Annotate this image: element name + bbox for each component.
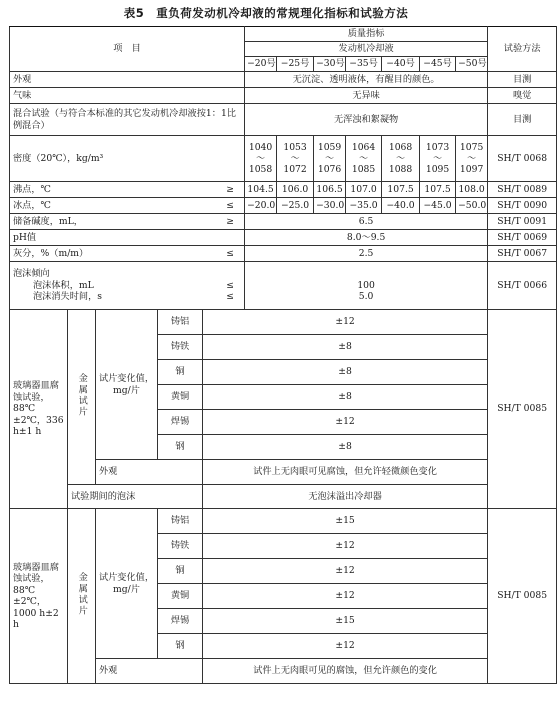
metal-label: 铸铝: [158, 310, 203, 335]
boiling-value: 104.5: [245, 182, 277, 198]
metal-label: 铸铝: [158, 509, 203, 534]
row-mix-name: 混合试验（与符合本标准的其它发动机冷却液按1：1比例混合）: [10, 104, 245, 136]
metal-label: 钢: [158, 435, 203, 460]
row-boiling-name: 沸点，℃ ≥: [10, 182, 245, 198]
boiling-value: 107.5: [382, 182, 420, 198]
density-cell: 1075 ～ 1097: [459, 141, 484, 176]
row-appearance-value: 无沉淀、透明液体，有醒目的颜色。: [245, 72, 488, 88]
row-boiling-method: SH/T 0089: [488, 182, 557, 198]
row-appearance-method: 目测: [488, 72, 557, 88]
row-ph-value: 8.0～9.5: [245, 230, 488, 246]
density-cell: 1068 ～ 1088: [388, 141, 413, 176]
corrosion-value: ±15: [203, 609, 488, 634]
corrosion2-appearance-label: 外观: [96, 659, 203, 684]
grade-25: −25号: [277, 57, 314, 72]
density-cell: 1040 ～ 1058: [248, 141, 273, 176]
metal-label: 铸铁: [158, 534, 203, 559]
row-foam-name: 泡沫倾向 泡沫体积，mL ≤ 泡沫消失时间，s ≤: [10, 262, 245, 310]
corrosion2-change: 试片变化值，mg/片: [96, 509, 158, 659]
row-appearance-name: 外观: [10, 72, 245, 88]
freezing-value: −50.0: [456, 198, 488, 214]
row-odor-name: 气味: [10, 88, 245, 104]
corrosion-value: ±8: [203, 335, 488, 360]
freezing-value: −30.0: [314, 198, 346, 214]
corrosion-value: ±8: [203, 360, 488, 385]
row-odor-value: 无异味: [245, 88, 488, 104]
row-freezing-method: SH/T 0090: [488, 198, 557, 214]
grade-45: −45号: [420, 57, 456, 72]
corrosion-value: ±15: [203, 509, 488, 534]
corrosion-value: ±8: [203, 435, 488, 460]
corrosion1-name: 玻璃器皿腐蚀试验，88℃±2℃，336 h±1 h: [10, 310, 68, 509]
row-ph-method: SH/T 0069: [488, 230, 557, 246]
corrosion1-change: 试片变化值，mg/片: [96, 310, 158, 460]
density-cell: 1073 ～ 1095: [425, 141, 450, 176]
row-ph-name: pH值: [10, 230, 245, 246]
corrosion-value: ±12: [203, 559, 488, 584]
lte-symbol: ≤: [226, 199, 234, 211]
corrosion1-method: SH/T 0085: [488, 310, 557, 509]
grade-50: −50号: [456, 57, 488, 72]
corrosion2-method: SH/T 0085: [488, 509, 557, 684]
metal-label: 铸铁: [158, 335, 203, 360]
corrosion1-appearance-value: 试件上无肉眼可见腐蚀，但允许轻微颜色变化: [203, 460, 488, 485]
metal-label: 铜: [158, 360, 203, 385]
metal-label: 钢: [158, 634, 203, 659]
lte-symbol: ≤: [226, 279, 234, 291]
density-cell: 1059 ～ 1076: [317, 141, 342, 176]
corrosion1-foam-value: 无泡沫溢出冷却器: [203, 485, 488, 509]
corrosion-value: ±12: [203, 634, 488, 659]
freezing-value: −20.0: [245, 198, 277, 214]
freezing-value: −40.0: [382, 198, 420, 214]
freezing-value: −35.0: [346, 198, 382, 214]
metal-label: 铜: [158, 559, 203, 584]
metal-label: 黄铜: [158, 584, 203, 609]
grade-30: −30号: [314, 57, 346, 72]
corrosion-value: ±8: [203, 385, 488, 410]
header-quality: 质量指标: [245, 27, 488, 42]
table-title: 表5 重负荷发动机冷却液的常规理化指标和试验方法: [123, 6, 409, 20]
gte-symbol: ≥: [226, 183, 234, 195]
lte-symbol: ≤: [226, 291, 234, 303]
corrosion2-appearance-value: 试件上无肉眼可见的腐蚀，但允许颜色的变化: [203, 659, 488, 684]
boiling-value: 108.0: [456, 182, 488, 198]
header-coolant: 发动机冷却液: [245, 42, 488, 57]
corrosion1-metal: 金属试片: [68, 310, 96, 485]
corrosion1-foam-label: 试验期间的泡沫: [68, 485, 203, 509]
row-alkalinity-name: 储备碱度，mL， ≥: [10, 214, 245, 230]
coolant-spec-table: [9, 26, 557, 684]
metal-label: 焊锡: [158, 410, 203, 435]
corrosion2-name: 玻璃器皿腐蚀试验，88℃±2℃，1000 h±2 h: [10, 509, 68, 684]
metal-label: 黄铜: [158, 385, 203, 410]
row-mix-method: 目测: [488, 104, 557, 136]
boiling-value: 107.5: [420, 182, 456, 198]
freezing-value: −25.0: [277, 198, 314, 214]
boiling-value: 106.0: [277, 182, 314, 198]
row-density-name: 密度（20℃），kg/m³: [10, 136, 245, 182]
row-freezing-name: 冰点，℃ ≤: [10, 198, 245, 214]
lte-symbol: ≤: [226, 247, 234, 259]
row-foam-values: 100 5.0: [245, 262, 488, 310]
row-mix-value: 无浑浊和絮凝物: [245, 104, 488, 136]
freezing-value: −45.0: [420, 198, 456, 214]
corrosion1-appearance-label: 外观: [96, 460, 203, 485]
corrosion-value: ±12: [203, 410, 488, 435]
row-odor-method: 嗅觉: [488, 88, 557, 104]
boiling-value: 107.0: [346, 182, 382, 198]
row-ash-name: 灰分，%（m/m） ≤: [10, 246, 245, 262]
row-ash-method: SH/T 0067: [488, 246, 557, 262]
grade-40: −40号: [382, 57, 420, 72]
row-alkalinity-method: SH/T 0091: [488, 214, 557, 230]
corrosion-value: ±12: [203, 310, 488, 335]
corrosion-value: ±12: [203, 584, 488, 609]
corrosion2-metal: 金属试片: [68, 509, 96, 684]
grade-20: −20号: [245, 57, 277, 72]
row-alkalinity-value: 6.5: [245, 214, 488, 230]
row-foam-method: SH/T 0066: [488, 262, 557, 310]
row-density-method: SH/T 0068: [488, 136, 557, 182]
density-cell: 1053 ～ 1072: [283, 141, 307, 176]
boiling-value: 106.5: [314, 182, 346, 198]
gte-symbol: ≥: [226, 215, 234, 227]
metal-label: 焊锡: [158, 609, 203, 634]
grade-35: −35号: [346, 57, 382, 72]
density-cell: 1064 ～ 1085: [351, 141, 376, 176]
header-item: 项 目: [10, 27, 245, 72]
header-method: 试验方法: [488, 27, 557, 72]
row-ash-value: 2.5: [245, 246, 488, 262]
corrosion-value: ±12: [203, 534, 488, 559]
